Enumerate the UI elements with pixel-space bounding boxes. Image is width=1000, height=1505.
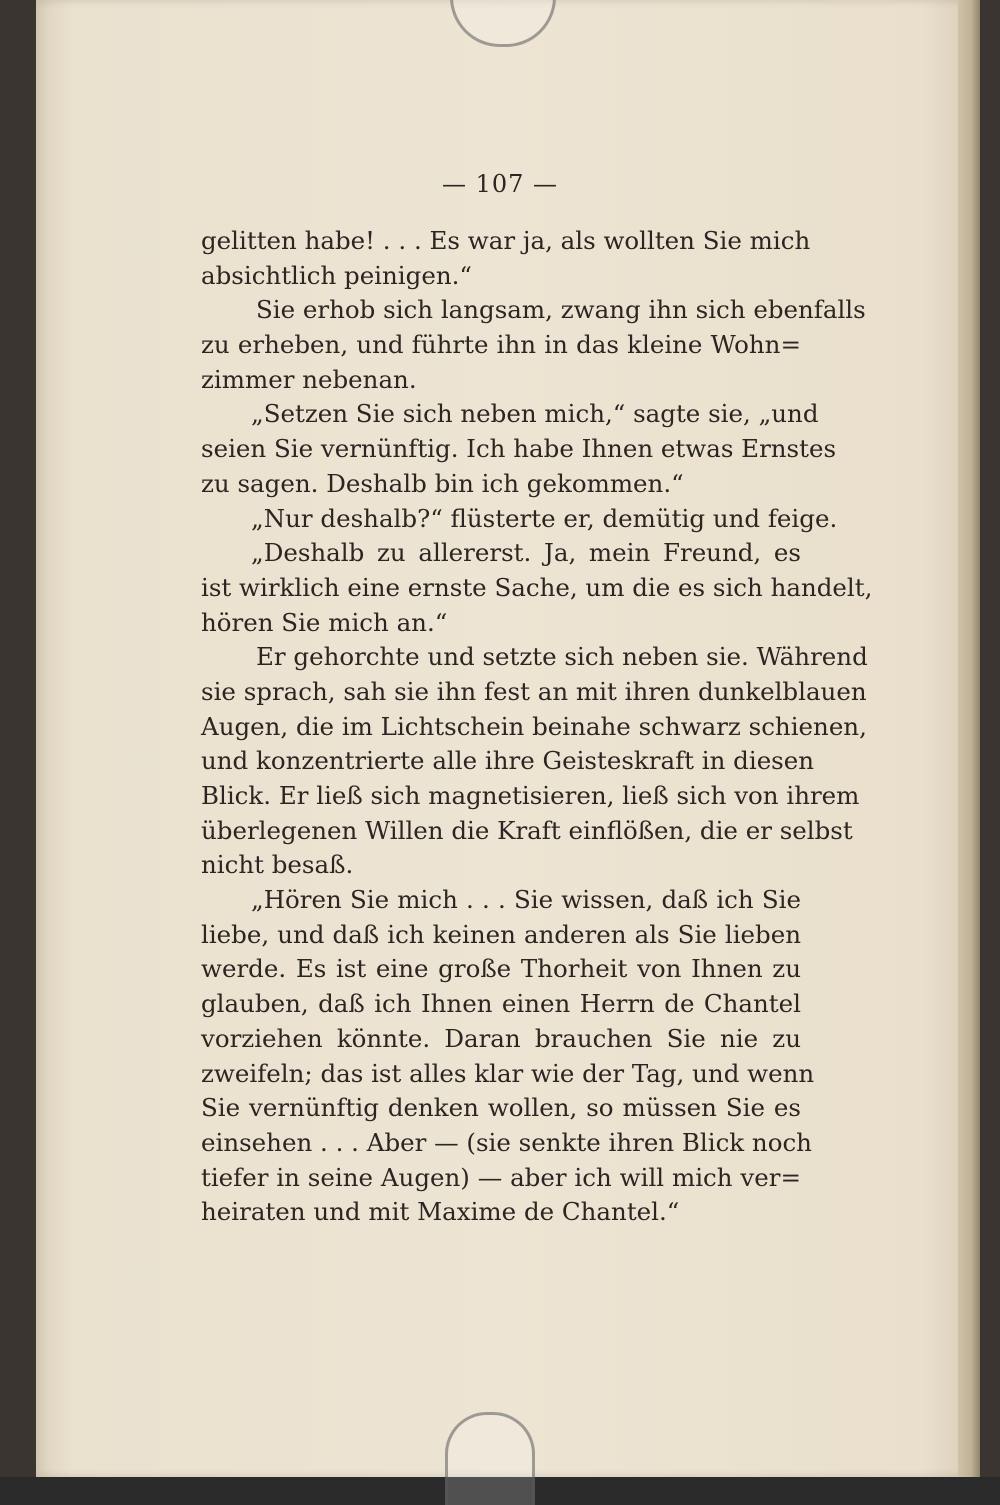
text-line: sie sprach, sah sie ihn fest an mit ihren dunkelblauen	[201, 676, 867, 706]
text-line: Blick. Er ließ sich magnetisieren, ließ sich von ihrem	[201, 781, 860, 810]
text-line: tiefer in seine Augen) — aber ich will mich ver=	[201, 1162, 801, 1192]
text-line: Augen, die im Lichtschein beinahe schwarz schienen,	[201, 711, 867, 741]
text-line: vorziehen könnte. Daran brauchen Sie nie zu	[201, 1023, 801, 1053]
text-line: gelitten habe! . . . Es war ja, als wollten Sie mich	[201, 226, 811, 255]
glass-weight-bottom	[445, 1412, 535, 1505]
text-line: „Nur deshalb?“ flüsterte er, demütig und feige.	[251, 503, 838, 533]
text-line: Sie vernünftig denken wollen, so müssen Sie es	[201, 1093, 801, 1123]
text-line: einsehen . . . Aber — (sie senkte ihren Blick noch	[201, 1127, 812, 1157]
page-edge	[958, 0, 980, 1477]
body-text	[201, 224, 873, 1230]
text-line: „Hören Sie mich . . . Sie wissen, daß ich Sie	[251, 885, 801, 915]
text-line: heiraten und mit Maxime de Chantel.“	[201, 1197, 680, 1227]
text-line: und konzentrierte alle ihre Geisteskraft in diesen	[201, 746, 815, 776]
text-line: Sie erhob sich langsam, zwang ihn sich ebenfalls	[256, 295, 866, 325]
text-line: werde. Es ist eine große Thorheit von Ihnen zu	[201, 954, 801, 984]
text-line: „Setzen Sie sich neben mich,“ sagte sie, „und	[251, 399, 819, 429]
text-line: glauben, daß ich Ihnen einen Herrn de Chantel	[201, 989, 801, 1019]
page-number: — 107 —	[441, 170, 559, 198]
text-line: nicht besaß.	[201, 850, 354, 880]
text-line: Er gehorchte und setzte sich neben sie. Während	[256, 642, 868, 672]
text-line: seien Sie vernünftig. Ich habe Ihnen etwas Ernstes	[201, 434, 837, 464]
text-line: ist wirklich eine ernste Sache, um die es sich handelt,	[201, 572, 873, 602]
text-line: zu erheben, und führte ihn in das kleine Wohn=	[201, 330, 801, 360]
text-line: liebe, und daß ich keinen anderen als Sie lieben	[201, 919, 801, 949]
text-line: zu sagen. Deshalb bin ich gekommen.“	[201, 468, 684, 498]
text-line: hören Sie mich an.“	[201, 607, 448, 637]
text-line: zweifeln; das ist alles klar wie der Tag, und wenn	[201, 1058, 815, 1088]
text-line: zimmer nebenan.	[201, 364, 417, 394]
text-line: überlegenen Willen die Kraft einflößen, die er selbst	[201, 815, 853, 845]
text-line: absichtlich peinigen.“	[201, 260, 472, 290]
text-line: „Deshalb zu allererst. Ja, mein Freund, es	[251, 538, 801, 568]
